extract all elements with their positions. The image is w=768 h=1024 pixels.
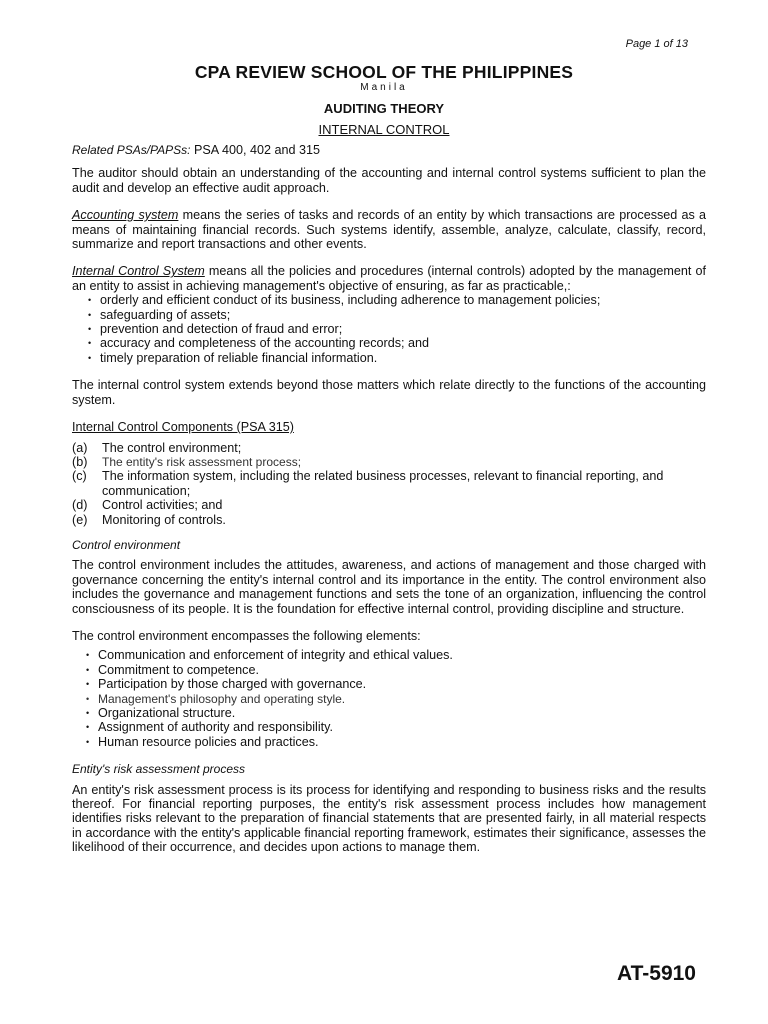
- components-heading: Internal Control Components (PSA 315): [72, 420, 294, 435]
- list-item: • orderly and efficient conduct of its business, including adherence to management policies;: [88, 293, 706, 307]
- control-environment-paragraph: The control environment includes the attitudes, awareness, and actions of management and those charged with governance concerning the entity's internal control and its importance in the entity. The control environment also includes the governance and management functions and sets the tone of an organization, influencing the control consciousness of its people. It is the foundation for effective internal control, providing discipline and structure.: [72, 558, 706, 616]
- control-environment-elements-intro: The control environment encompasses the following elements:: [72, 628, 421, 643]
- school-city: Manila: [360, 82, 408, 93]
- list-item: • Communication and enforcement of integrity and ethical values.: [86, 648, 706, 662]
- list-item: • prevention and detection of fraud and error;: [88, 322, 706, 336]
- related-label: Related PSAs/PAPSs:: [72, 143, 191, 157]
- ics-objectives-list: [72, 293, 706, 365]
- body-content: [72, 143, 706, 855]
- extends-paragraph: The internal control system extends beyond those matters which relate directly to the functions of the accounting system.: [72, 378, 706, 407]
- list-item: • Participation by those charged with governance.: [86, 677, 706, 691]
- list-item: • Management's philosophy and operating style.: [86, 692, 706, 706]
- list-item: • Organizational structure.: [86, 706, 706, 720]
- control-environment-heading: Control environment: [72, 537, 181, 552]
- related-value: PSA 400, 402 and 315: [190, 143, 321, 157]
- accounting-system-term: Accounting system: [72, 208, 179, 223]
- list-item: • safeguarding of assets;: [88, 308, 706, 322]
- list-item: • timely preparation of reliable financial information.: [88, 351, 706, 365]
- ics-text: means all the policies and procedures (internal controls) adopted by the management of an entity to assist in achieving management's objective of ensuring, as far as practicable,:: [72, 264, 707, 293]
- list-item: (c) The information system, including the related business processes, relevant to financial reporting, and communication;: [72, 469, 664, 498]
- accounting-system-text: means the series of tasks and records of an entity by which transactions are processed as a means of maintaining financial records. Such systems identify, assemble, analyze, calculate, classify, record, summarize and report transactions and other events.: [72, 208, 706, 252]
- topic-title: INTERNAL CONTROL: [318, 122, 450, 137]
- list-item: (d) Control activities; and: [72, 498, 223, 513]
- subject-title: AUDITING THEORY: [323, 101, 445, 116]
- list-item: (e) Monitoring of controls.: [72, 512, 226, 527]
- related-standards: [72, 143, 706, 157]
- list-item: • accuracy and completeness of the accounting records; and: [88, 336, 706, 350]
- risk-assessment-heading: Entity's risk assessment process: [72, 762, 246, 777]
- list-item: • Human resource policies and practices.: [86, 735, 706, 749]
- control-environment-elements-list: [72, 648, 706, 749]
- intro-paragraph: The auditor should obtain an understanding of the accounting and internal control systems sufficient to plan the audit and develop an effective audit approach.: [72, 166, 706, 195]
- document-code: AT-5910: [617, 962, 696, 985]
- components-list: [72, 441, 706, 527]
- list-item: (a) The control environment;: [72, 440, 242, 455]
- ics-term: Internal Control System: [72, 264, 205, 279]
- risk-assessment-paragraph: An entity's risk assessment process is its process for identifying and responding to business risks and the results thereof. For financial reporting purposes, the entity's risk assessment process includes how management identifies risks relevant to the preparation of financial statements that are presented fairly, in all material respects in accordance with the entity's applicable financial reporting framework, estimates their significance, assesses the likelihood of their occurrence, and decides upon actions to manage them.: [72, 782, 706, 855]
- list-item: • Assignment of authority and responsibility.: [86, 720, 706, 734]
- page-number: Page 1 of 13: [625, 38, 688, 50]
- list-item: (b) The entity's risk assessment process;: [72, 454, 302, 469]
- list-item: • Commitment to competence.: [86, 663, 706, 677]
- ics-paragraph: [72, 264, 706, 293]
- accounting-system-paragraph: [72, 208, 706, 251]
- school-title: CPA REVIEW SCHOOL OF THE PHILIPPINES: [194, 62, 574, 82]
